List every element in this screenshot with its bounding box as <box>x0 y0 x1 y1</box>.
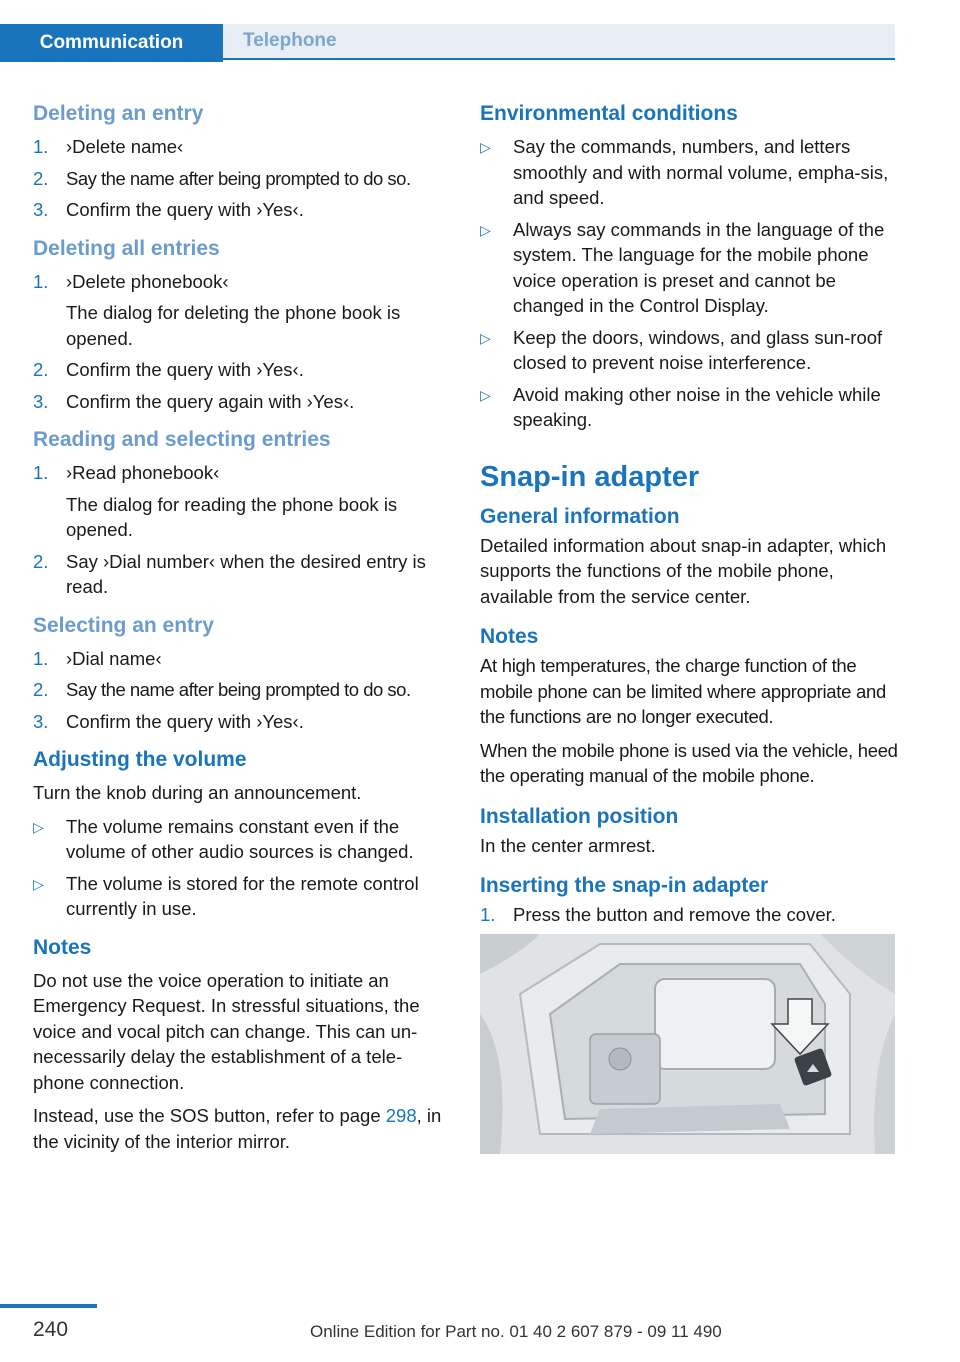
heading-reading: Reading and selecting entries <box>33 428 331 451</box>
deleting-entry-steps <box>33 134 451 223</box>
list-item: ▷ The volume is stored for the remote control currently in use. <box>33 871 451 922</box>
edition-text: Online Edition for Part no. 01 40 2 607 879 - 09 11 490 <box>310 1322 722 1341</box>
triangle-bullet-icon: ▷ <box>480 329 491 346</box>
notes-right-p2: When the mobile phone is used via the vehicle, heed the operating manual of the mobile phone. <box>480 739 898 786</box>
reading-steps <box>33 460 451 600</box>
list-item: 1. ›Read phonebook‹ The dialog for reading the phone book is opened. <box>33 462 398 540</box>
list-item: ▷ Keep the doors, windows, and glass sun‐roof closed to prevent noise interference. <box>480 325 900 376</box>
chapter-tab[interactable]: Telephone <box>223 24 895 60</box>
list-item: 2. Say the name after being prompted to do so. <box>33 679 411 700</box>
heading-general: General information <box>480 504 680 528</box>
footer-rule <box>0 1304 97 1308</box>
heading-notes-right: Notes <box>480 625 539 648</box>
page-header <box>0 24 895 62</box>
position-text: In the center armrest. <box>480 834 656 856</box>
page-link[interactable]: 298 <box>385 1105 417 1126</box>
volume-bullets <box>33 814 451 922</box>
notes-left-p2: Instead, use the SOS button, refer to page 298, in the vicinity of the interior mirror. <box>33 1105 442 1152</box>
list-item: ▷ The volume remains constant even if the volume of other audio sources is changed. <box>33 814 451 865</box>
triangle-bullet-icon: ▷ <box>480 139 491 155</box>
triangle-bullet-icon: ▷ <box>480 221 491 238</box>
heading-snapin: Snap-in adapter <box>480 460 700 493</box>
list-item: 1. Press the button and remove the cover. <box>480 904 836 925</box>
heading-notes-left: Notes <box>33 935 92 959</box>
list-item: ▷ Avoid making other noise in the vehicle while speaking. <box>480 382 900 433</box>
notes-right-p1: At high temperatures, the charge function of the mobile phone can be limited where appropriate and the functions are no longer executed. <box>480 655 886 727</box>
list-item: 2. Say the name after being prompted to do so. <box>33 167 411 189</box>
heading-volume: Adjusting the volume <box>33 748 247 771</box>
list-item: 3. Confirm the query with ›Yes‹. <box>33 199 304 220</box>
heading-deleting-all: Deleting all entries <box>33 236 220 260</box>
list-item: ▷ Say the commands, numbers, and letters smoothly and with normal volume, empha‐sis, and speed. <box>480 134 900 211</box>
armrest-photo <box>480 934 895 1154</box>
env-bullets <box>480 134 900 433</box>
list-item: 2. Say ›Dial number‹ when the desired entry is read. <box>33 550 426 597</box>
section-tab[interactable]: Communication <box>0 24 223 62</box>
right-column <box>480 100 900 1154</box>
triangle-bullet-icon: ▷ <box>33 875 44 892</box>
list-item: 1. ›Delete phonebook‹ The dialog for deleting the phone book is opened. <box>33 270 401 349</box>
page-number: 240 <box>33 1318 69 1341</box>
general-text: Detailed information about snap-in adapter, which supports the functions of the mobile phone, available from the service center. <box>480 534 887 607</box>
volume-intro: Turn the knob during an announcement. <box>33 782 362 803</box>
heading-deleting-entry: Deleting an entry <box>33 102 204 125</box>
heading-inserting: Inserting the snap-in adapter <box>480 874 769 897</box>
armrest-illustration <box>480 934 895 1154</box>
inserting-steps <box>480 902 900 928</box>
triangle-bullet-icon: ▷ <box>480 386 491 403</box>
list-item: 2. Confirm the query with ›Yes‹. <box>33 359 304 380</box>
list-item: ▷ Always say commands in the language of the system. The language for the mobile phone voice operation is preset and cannot be changed in the Control Display. <box>480 217 900 319</box>
triangle-bullet-icon: ▷ <box>33 818 44 835</box>
list-item: 3. Confirm the query with ›Yes‹. <box>33 710 304 732</box>
left-column <box>33 100 451 1162</box>
deleting-all-steps <box>33 269 451 415</box>
selecting-steps <box>33 646 451 735</box>
heading-selecting: Selecting an entry <box>33 613 214 637</box>
notes-left-p1: Do not use the voice operation to initiate an Emergency Request. In stressful situations, the voice and vocal pitch can change. This can un‐necessarily delay the establishment of a tele‐phone connection. <box>33 969 420 1093</box>
list-item: 3. Confirm the query again with ›Yes‹. <box>33 390 355 412</box>
list-item: 1. ›Dial name‹ <box>33 647 162 669</box>
list-item: 1. ›Delete name‹ <box>33 136 184 157</box>
heading-env: Environmental conditions <box>480 102 738 125</box>
heading-position: Installation position <box>480 804 679 828</box>
